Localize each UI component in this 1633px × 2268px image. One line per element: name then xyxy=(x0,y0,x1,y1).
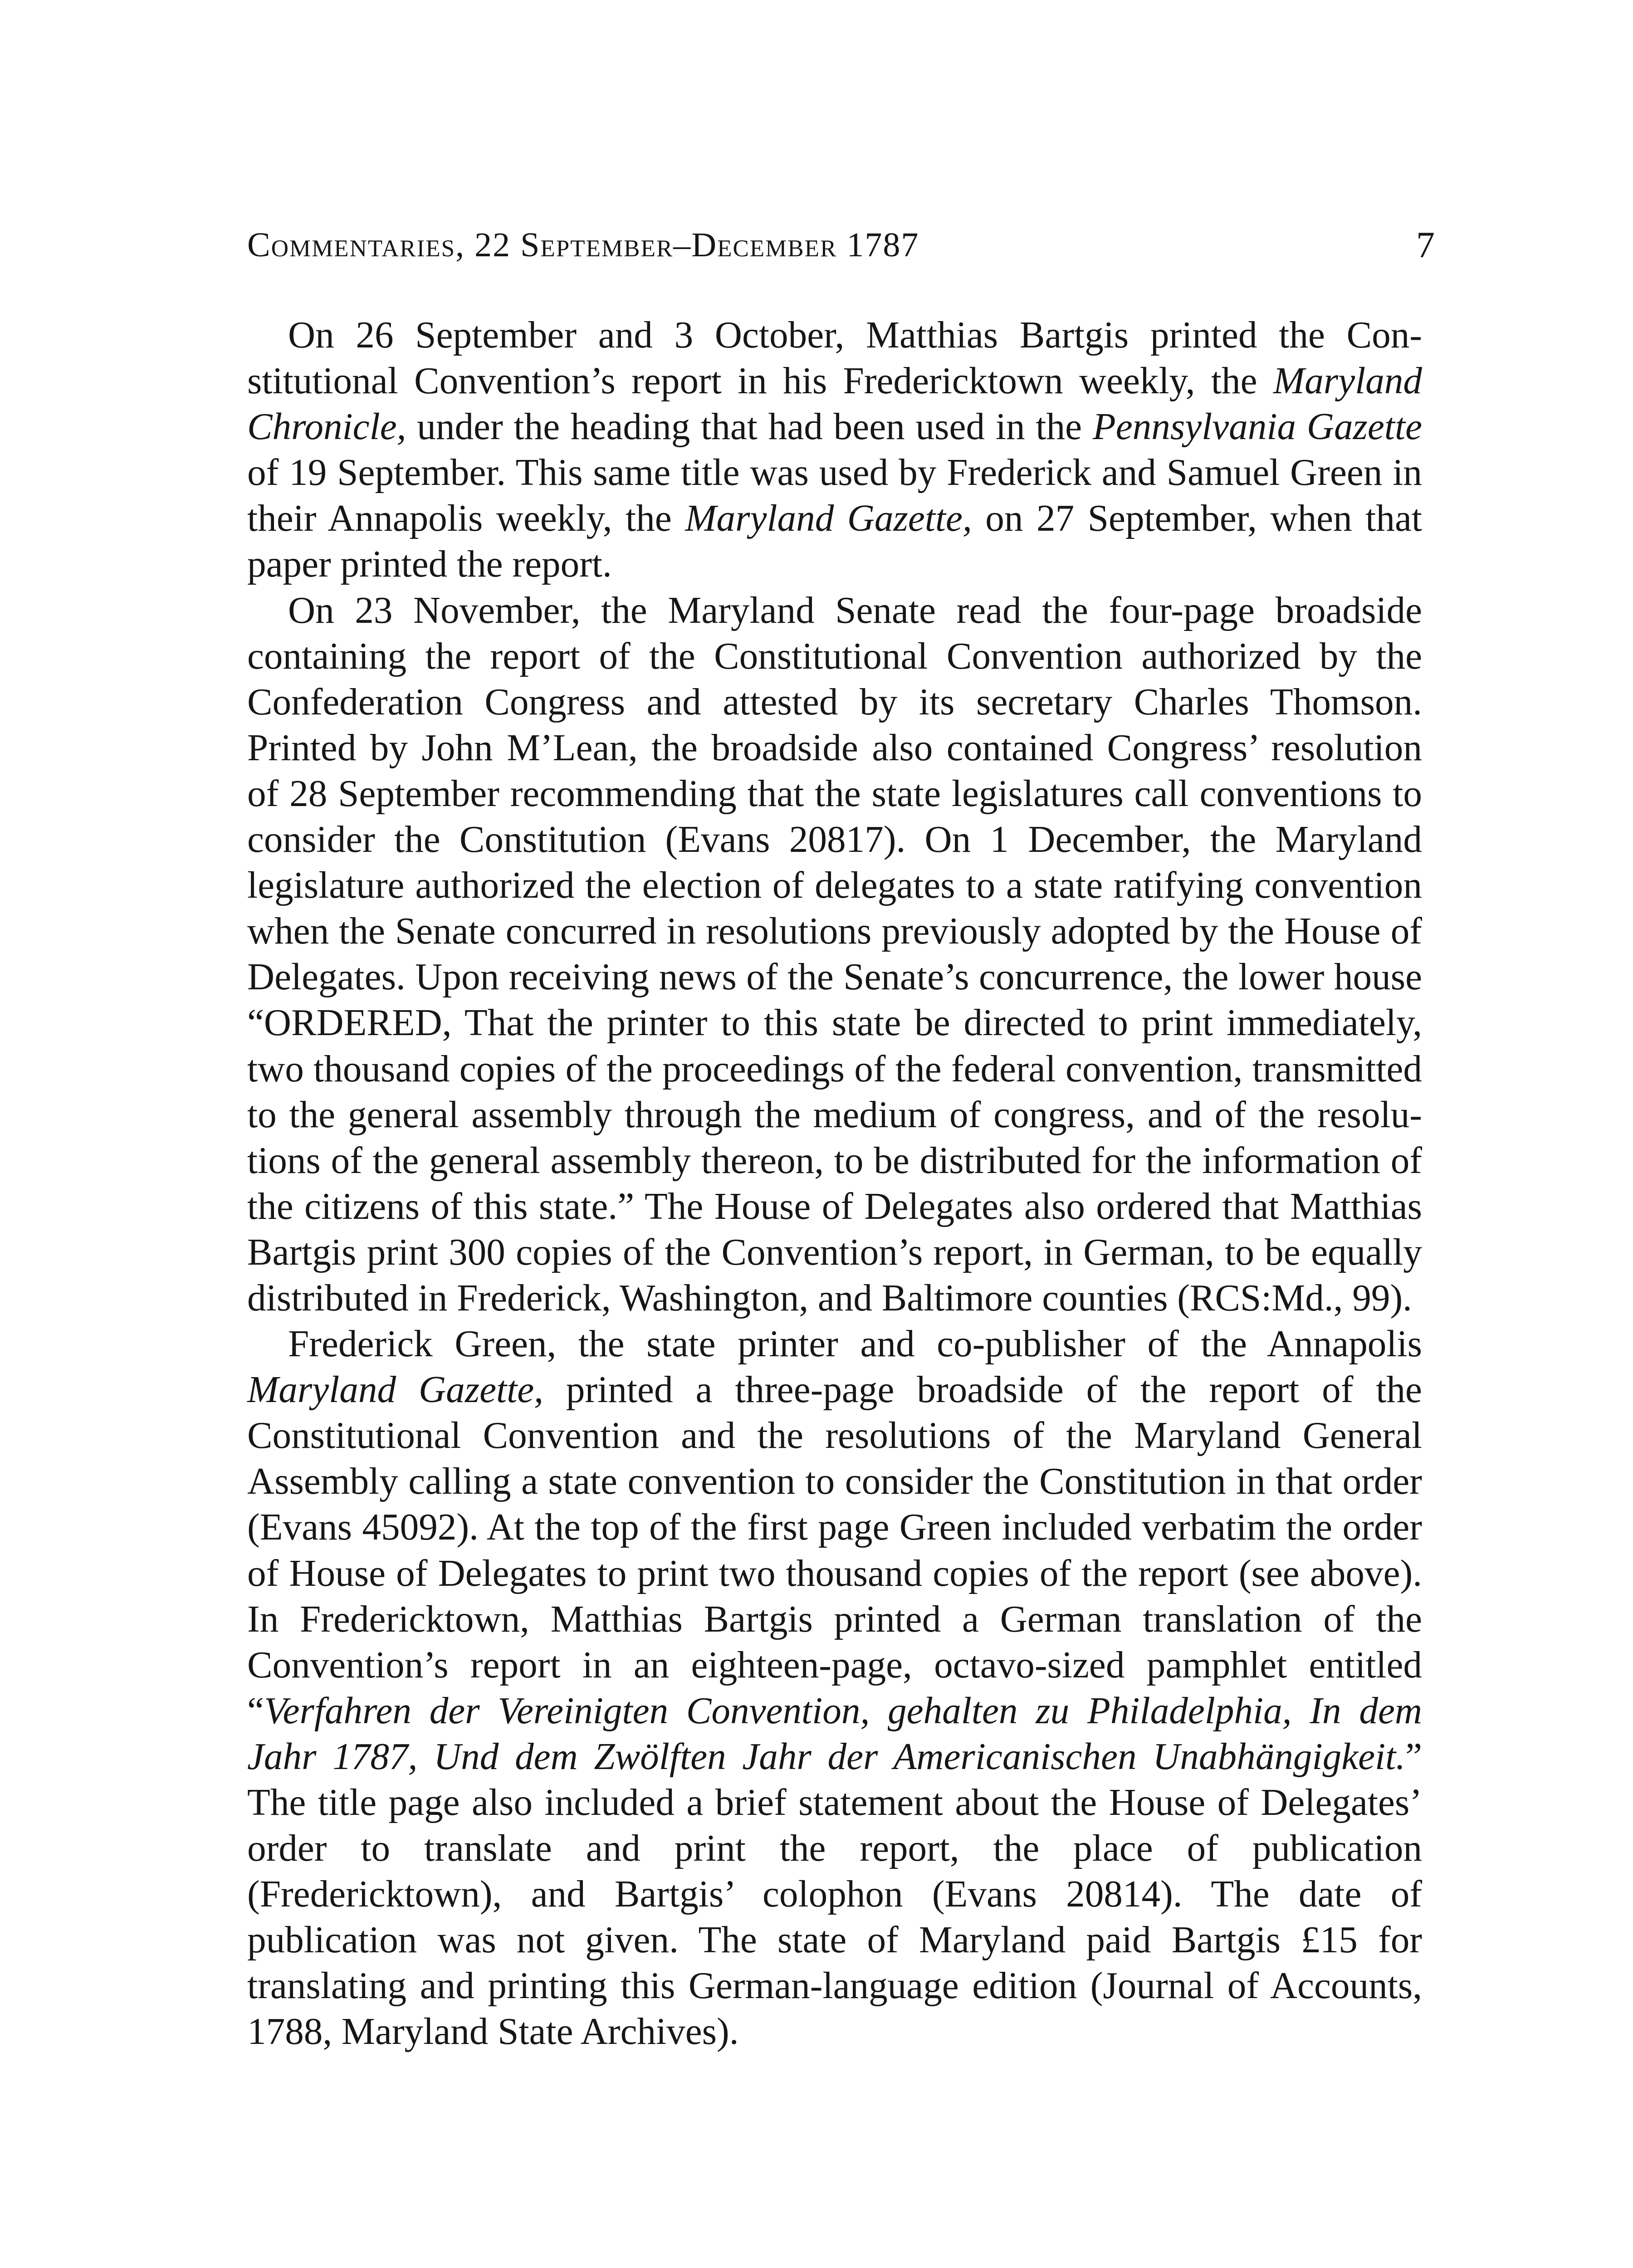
italic-title-run: Maryland Gazette, xyxy=(685,497,972,539)
italic-title-run: Maryland Gazette, xyxy=(247,1369,543,1411)
page-number: 7 xyxy=(1416,224,1436,265)
text-run: under the heading that had been used in the xyxy=(406,406,1093,448)
text-run: on 27 September, when that paper printed the report. xyxy=(247,497,1422,585)
body-text xyxy=(247,312,1422,2055)
text-run: printed a three-page broadside of the report of the Constitutional Convention and the resolutions of the Maryland General Assembly calling a state convention to consider the Constitution in that order (Evans 45092). At the top of the first page Green included verbatim the order of House of Delegates to print two thousand copies of the report (see above). In Fredericktown, Matthias Bartgis printed a German translation of the Convention’s report in an eighteen-page, octavo-sized pamphlet entitled “ xyxy=(247,1369,1422,1731)
running-head xyxy=(247,220,1436,270)
paragraph-2 xyxy=(247,587,1422,1321)
paragraph-3 xyxy=(247,1321,1422,2055)
text-run: On 23 November, the Maryland Senate read the four-page broadside containing the report of the Constitutional Convention authorized by the Confederation Congress and attested by its secretary Charles Thomson. Printed by John M’Lean, the broadside also contained Congress’ resolution of 28 September recommending that the state legislatures call conventions to consider the Constitution (Evans 20817). On 1 December, the Maryland legislature authorized the election of delegates to a state ratifying convention when the Senate concurred in resolutions previously adopted by the House of Delegates. Upon receiving news of the Senate’s concurrence, the lower house “ORDERED, That the printer to this state be directed to print immediately, two thousand copies of the proceedings of the federal convention, transmitted to the general assembly through the medium of congress, and of the resolutions of the general assembly thereon, to be distributed for the information of the citizens of this state.” The House of Delegates also ordered that Matthias Bartgis print 300 copies of the Convention’s report, in German, to be equally distributed in Frederick, Washington, and Baltimore counties (RCS:Md., 99). xyxy=(247,589,1422,1319)
paragraph-1 xyxy=(247,312,1422,587)
italic-title-run: Verfahren der Vereinigten Convention, gehalten zu Philadelphia, In dem Jahr 1787, Und dem Zwölften Jahr der Americanischen Unabhängigkeit. xyxy=(247,1689,1422,1777)
text-run: On 26 September and 3 October, Matthias Bartgis printed the Constitutional Convention’s report in his Fredericktown weekly, the xyxy=(247,314,1422,402)
italic-title-run: Maryland Chronicle, xyxy=(247,360,1422,448)
running-head-title: Commentaries, 22 September–December 1787 xyxy=(247,226,919,264)
italic-title-run: Pennsylvania Gazette xyxy=(1092,406,1422,448)
text-run: ” The title page also included a brief statement about the House of Delegates’ order to translate and print the report, the place of publication (Fredericktown), and Bartgis’ colophon (Evans 20814). The date of publication was not given. The state of Maryland paid Bartgis £15 for translating and printing this German-language edition (Journal of Accounts, 1788, Maryland State Archives). xyxy=(247,1735,1422,2053)
text-run: Frederick Green, the state printer and co-publisher of the Annapolis xyxy=(288,1323,1422,1365)
text-run: of 19 September. This same title was used by Frederick and Samuel Green in their Annapolis weekly, the xyxy=(247,451,1422,539)
